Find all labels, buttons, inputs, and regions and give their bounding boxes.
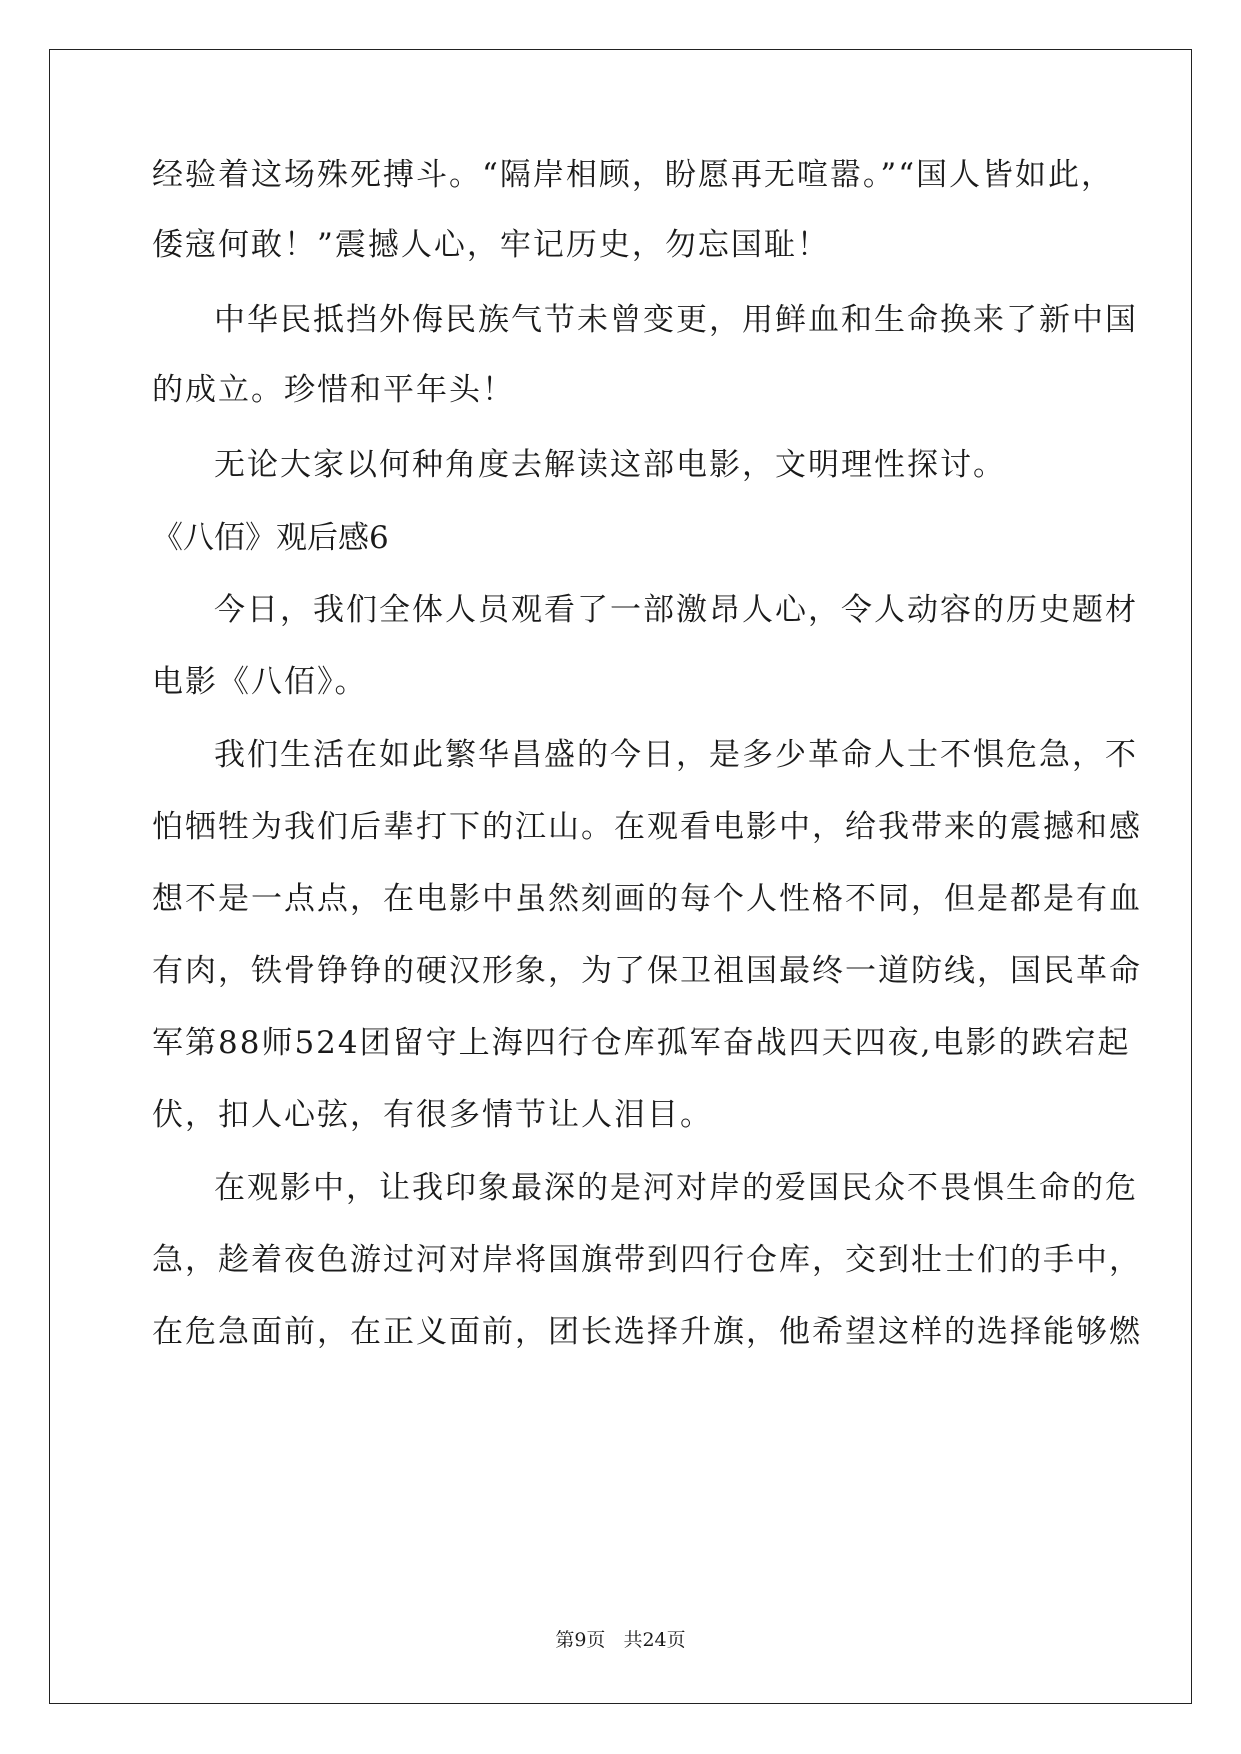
text-line: 有肉，铁骨铮铮的硬汉形象，为了保卫祖国最终一道防线，国民革命: [152, 953, 1142, 989]
paragraph-first-line: 中华民抵挡外侮民族气节未曾变更，用鲜血和生命换来了新中国: [214, 302, 1138, 338]
text-line: 在危急面前，在正义面前，团长选择升旗，他希望这样的选择能够燃: [152, 1314, 1142, 1350]
paragraph-first-line: 在观影中，让我印象最深的是河对岸的爱国民众不畏惧生命的危: [214, 1170, 1138, 1206]
page-border: [49, 49, 1192, 1704]
paragraph-first-line: 今日，我们全体人员观看了一部激昂人心，令人动容的历史题材: [214, 592, 1138, 628]
text-line: 经验着这场殊死搏斗。“隔岸相顾，盼愿再无喧嚣。”“国人皆如此，: [152, 157, 1115, 193]
text-line: 倭寇何敢！”震撼人心，牢记历史，勿忘国耻！: [152, 227, 830, 263]
paragraph-first-line: 无论大家以何种角度去解读这部电影，文明理性探讨。: [214, 447, 1006, 483]
text-line: 急，趁着夜色游过河对岸将国旗带到四行仓库，交到壮士们的手中，: [152, 1242, 1142, 1278]
page-number: 第9页: [555, 1629, 606, 1651]
page-footer: [0, 1628, 1241, 1652]
page-total: 共24页: [623, 1629, 686, 1651]
paragraph-first-line: 我们生活在如此繁华昌盛的今日，是多少革命人士不惧危急，不: [214, 737, 1138, 773]
text-line: 军第88师524团留守上海四行仓库孤军奋战四天四夜,电影的跌宕起: [152, 1025, 1131, 1061]
text-line: 电影《八佰》。: [152, 664, 368, 700]
text-line: 伏，扣人心弦，有很多情节让人泪目。: [152, 1097, 713, 1133]
text-line: 的成立。珍惜和平年头！: [152, 372, 515, 408]
text-line: 怕牺牲为我们后辈打下的江山。在观看电影中，给我带来的震撼和感: [152, 809, 1142, 845]
text-line: 想不是一点点，在电影中虽然刻画的每个人性格不同，但是都是有血: [152, 881, 1142, 917]
section-heading: 《八佰》观后感6: [152, 520, 389, 556]
